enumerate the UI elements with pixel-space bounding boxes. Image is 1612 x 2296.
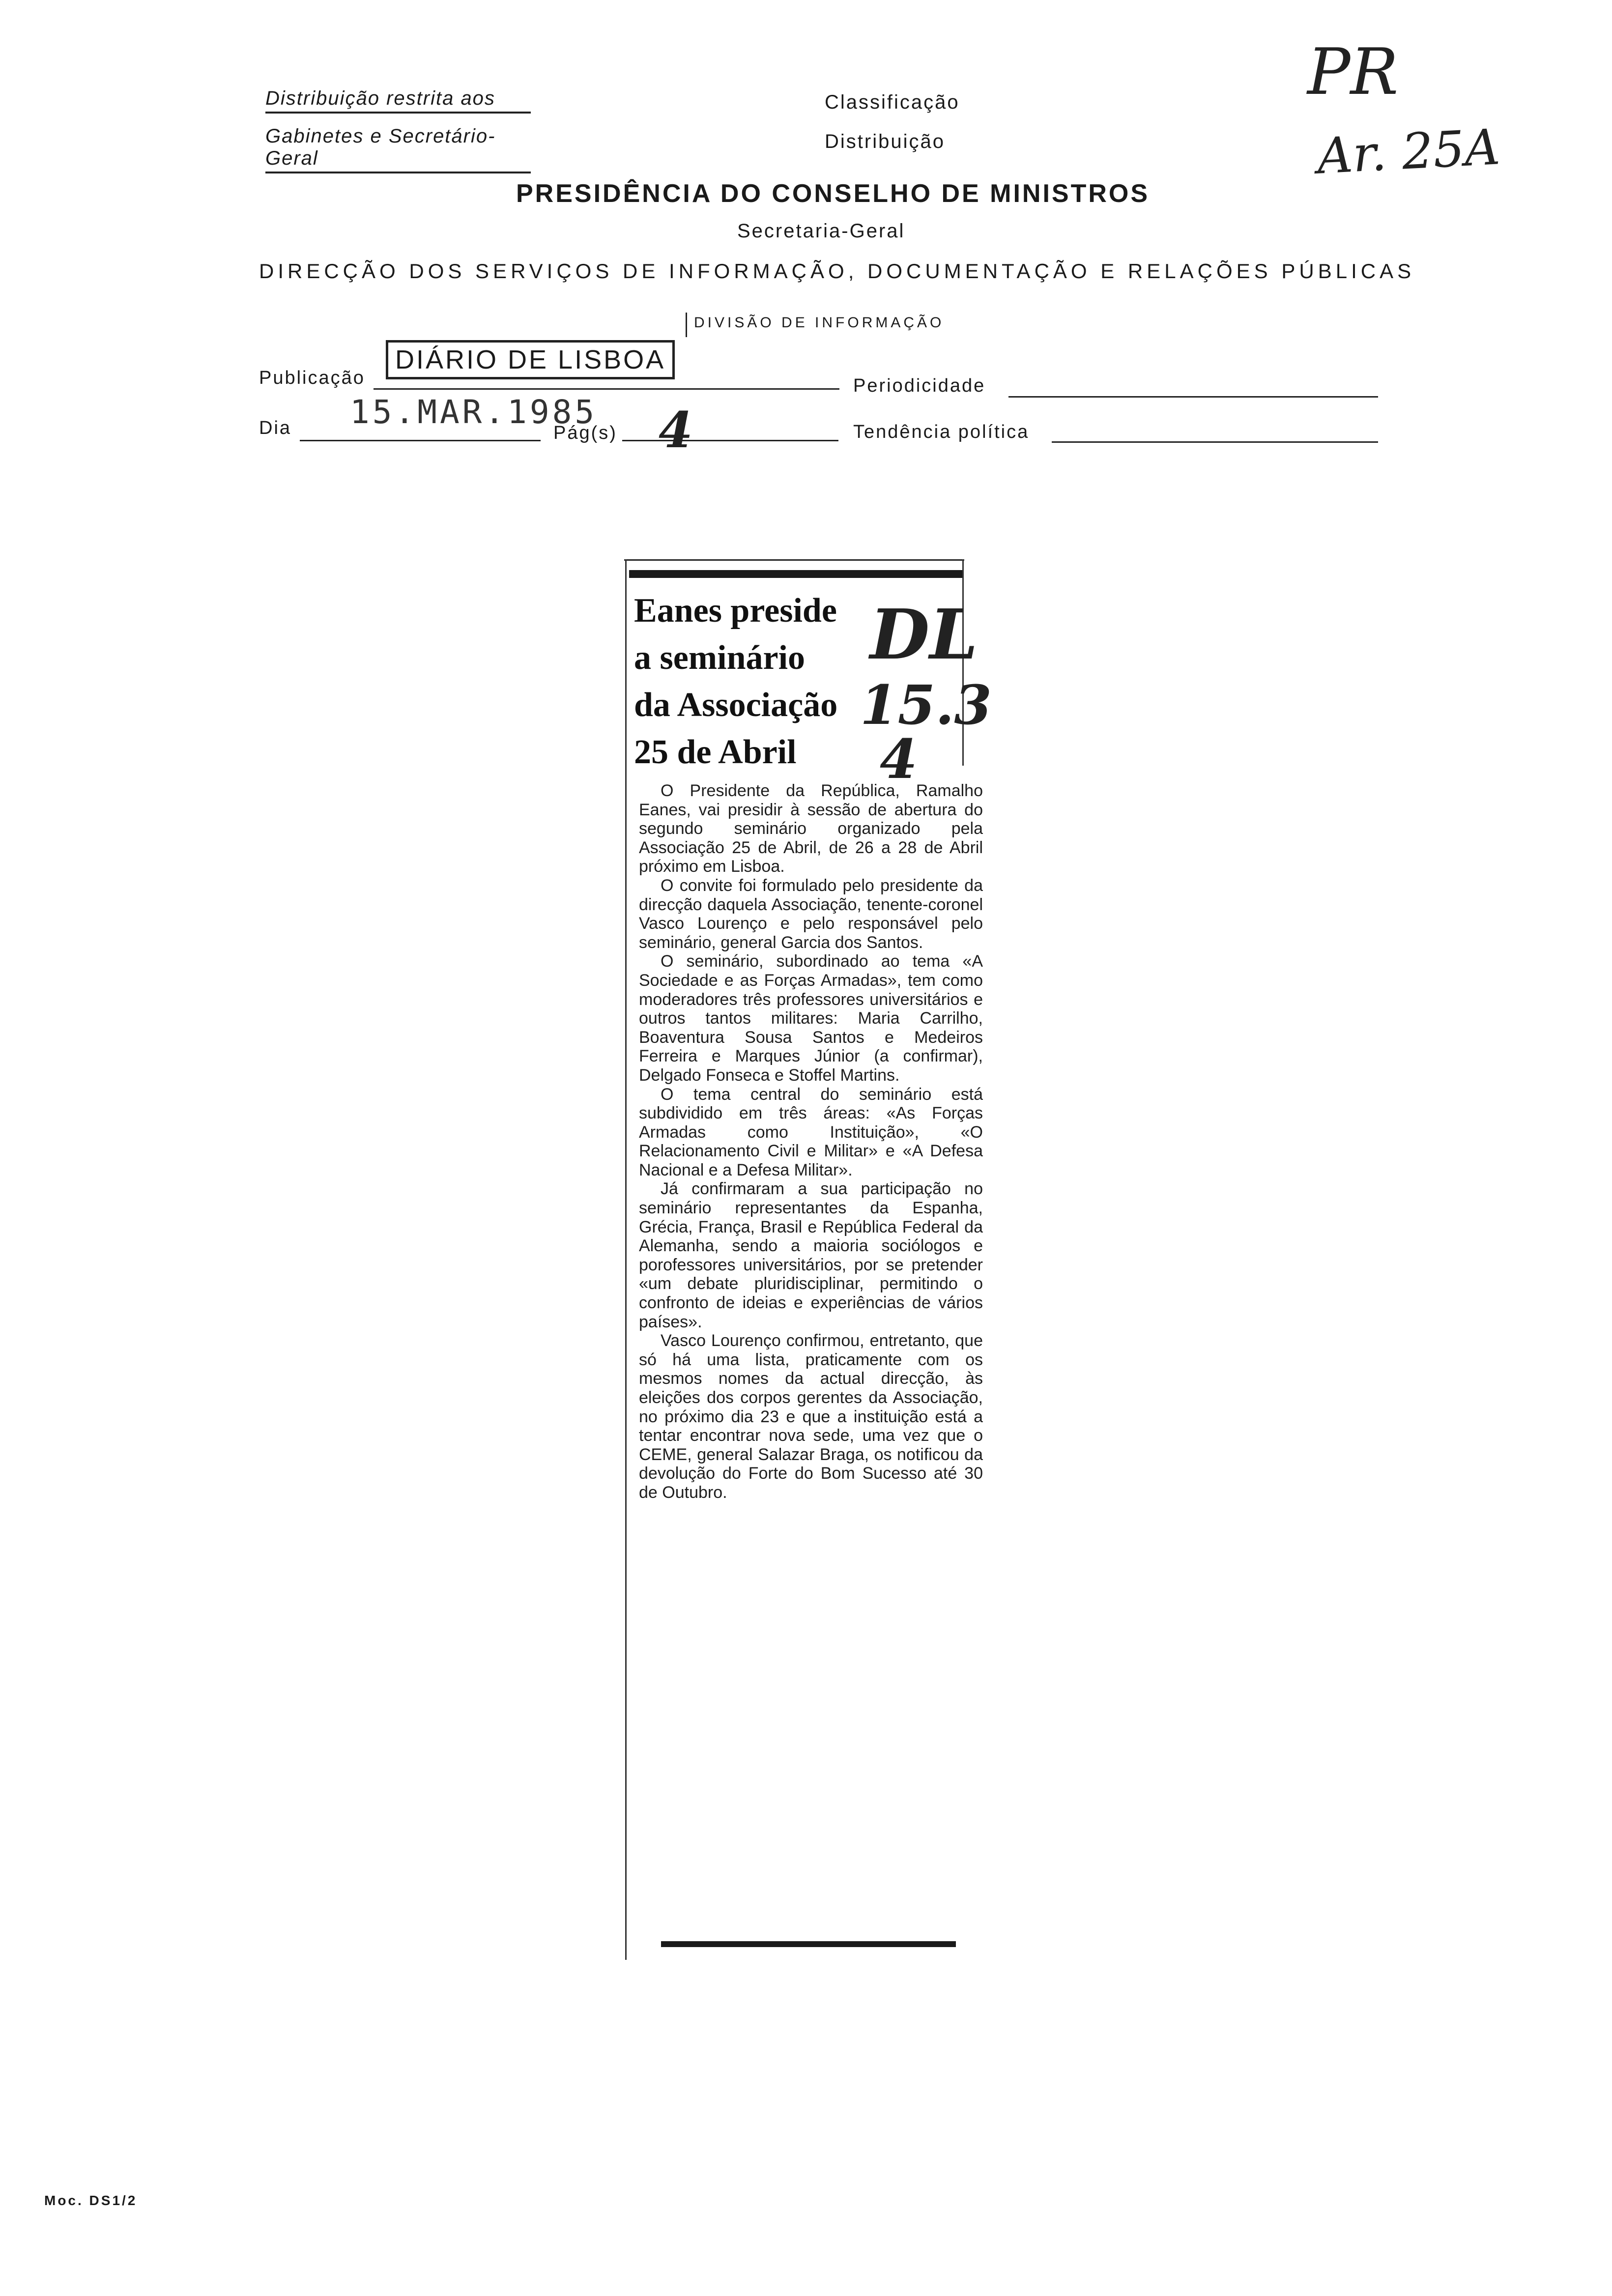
clipping-bottom-bar <box>661 1941 956 1947</box>
pages-label: Pág(s) <box>553 423 617 443</box>
periodicity-underline <box>1008 396 1378 398</box>
directorate-title: DIRECÇÃO DOS SERVIÇOS DE INFORMAÇÃO, DOCUMENTAÇÃO E RELAÇÕES PÚBLICAS <box>259 259 1415 283</box>
clipping-left-edge <box>625 559 627 1960</box>
article-paragraph: O seminário, subordinado ao tema «A Sociedade e as Forças Armadas», tem como moderadores três professores universitários e outros tantos militares: Maria Carrilho, Boaventura Sousa Santos e Medeiros Ferreira e Marques Júnior (a confirmar), Delgado Fonseca e Stoffel Martins. <box>639 952 983 1085</box>
article-paragraph: O Presidente da República, Ramalho Eanes, vai presidir à sessão de abertura do segundo seminário organizado pela Associação 25 de Abril, de 26 a 28 de Abril próximo em Lisboa. <box>639 781 983 876</box>
publication-underline <box>374 388 839 390</box>
article-paragraph: Vasco Lourenço confirmou, entretanto, que só há uma lista, praticamente com os mesmos nomes da actual direcção, às eleições dos corpos gerentes da Associação, no próximo dia 23 e que a instituição está a tentar encontrar nova sede, uma vez que o CEME, general Salazar Braga, os notificou da devolução do Forte do Bom Sucesso até 30 de Outubro. <box>639 1331 983 1502</box>
pages-handwritten-value: 4 <box>659 401 693 459</box>
handwritten-date-mark: 15.3 <box>860 673 992 737</box>
distribution-label: Distribuição <box>825 131 945 152</box>
headline-line: da Associação <box>634 686 838 724</box>
day-label: Dia <box>259 418 292 438</box>
distribution-offices-line: Gabinetes e Secretário-Geral <box>265 125 531 173</box>
day-date-stamp: 15.MAR.1985 <box>350 393 598 431</box>
article-paragraph: O tema central do seminário está subdividido em três áreas: «As Forças Armadas como Instituição», «O Relacionamento Civil e Militar» e «A Defesa Nacional e a Defesa Militar». <box>639 1085 983 1179</box>
handwritten-pr-mark: PR <box>1307 34 1399 109</box>
model-code: Moc. DS1/2 <box>44 2193 138 2208</box>
clipping-top-bar <box>629 570 963 578</box>
classification-label: Classificação <box>825 91 960 113</box>
ministry-title: PRESIDÊNCIA DO CONSELHO DE MINISTROS <box>516 179 1150 208</box>
handwritten-page-mark: 4 <box>880 727 918 791</box>
publication-stamp: DIÁRIO DE LISBOA <box>386 340 675 379</box>
secretariat-title: Secretaria-Geral <box>737 220 905 242</box>
periodicity-label: Periodicidade <box>853 375 986 396</box>
headline-line: a seminário <box>634 639 806 677</box>
headline-line: 25 de Abril <box>634 733 797 771</box>
article-body <box>639 781 983 1502</box>
article-paragraph: Já confirmaram a sua participação no seminário representantes da Espanha, Grécia, França, Brasil e República Federal da Alemanha, sendo a maioria sociólogos e porofessores universitários, por se pretender «um debate pluridisciplinar, permitindo o confronto de ideias e experiências de vários países». <box>639 1179 983 1331</box>
division-divider <box>686 313 687 337</box>
handwritten-dl-mark: DL <box>870 595 978 675</box>
article-paragraph: O convite foi formulado pelo presidente da direcção daquela Associação, tenente-coronel Vasco Lourenço e pelo responsável pelo seminário, general Garcia dos Santos. <box>639 876 983 952</box>
headline-line: Eanes preside <box>634 592 837 630</box>
political-tendency-underline <box>1052 441 1378 443</box>
clipping-top-edge <box>624 559 964 561</box>
handwritten-archive-mark: Ar. 25A <box>1316 118 1501 185</box>
day-underline <box>300 440 541 441</box>
political-tendency-label: Tendência política <box>853 422 1030 442</box>
publication-label: Publicação <box>259 368 365 388</box>
division-label: DIVISÃO DE INFORMAÇÃO <box>694 315 945 331</box>
pages-underline <box>622 440 838 441</box>
distribution-restricted-line: Distribuição restrita aos <box>265 87 531 114</box>
